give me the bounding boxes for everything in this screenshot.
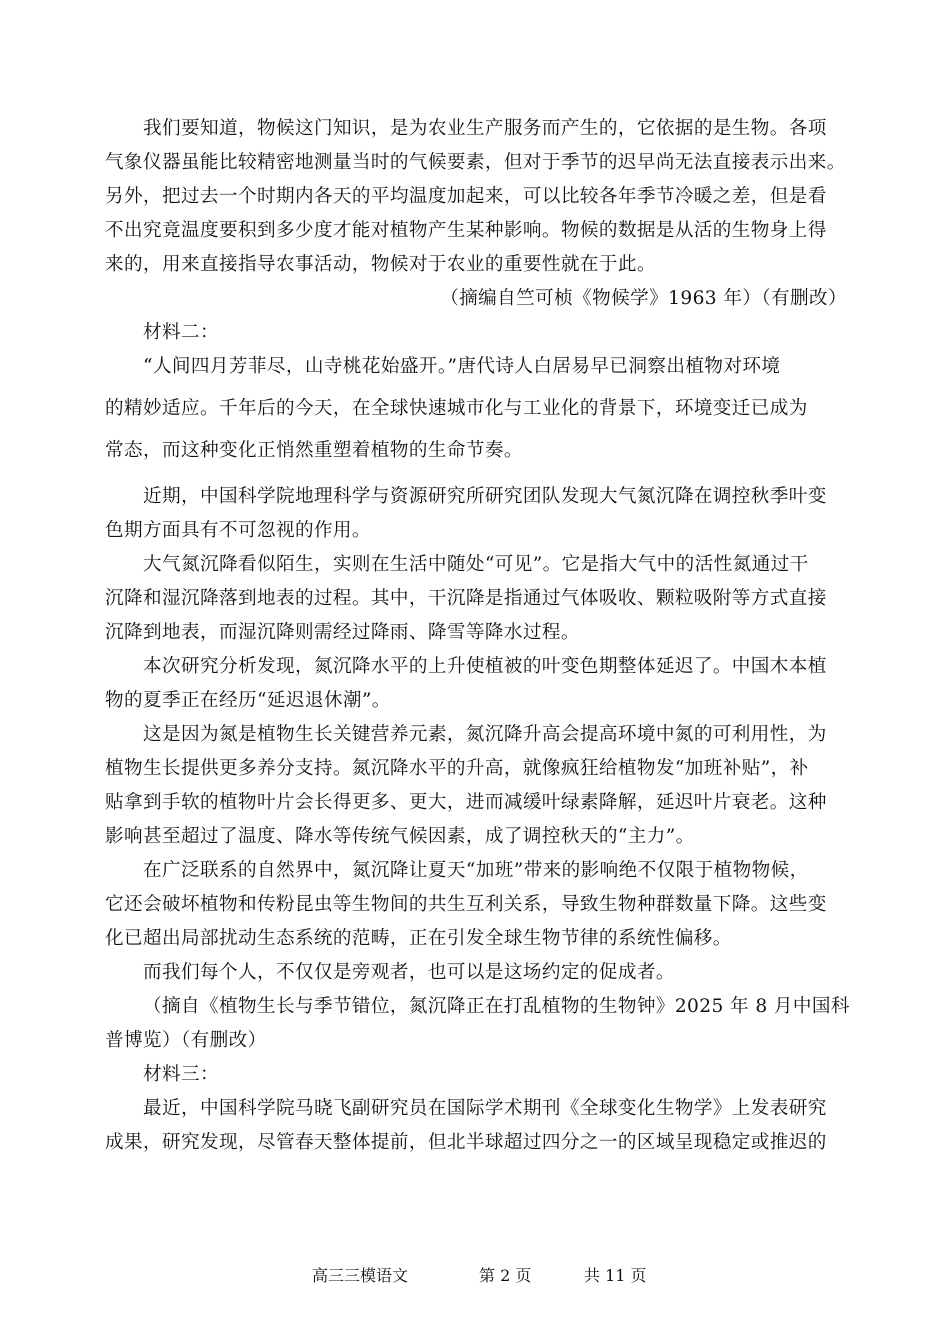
paragraph-line: 贴拿到手软的植物叶片会长得更多、更大，进而减缓叶绿素降解，延迟叶片衰老。这种 [105, 792, 827, 813]
paragraph-line: 不出究竟温度要积到多少度才能对植物产生某种影响。物候的数据是从活的生物身上得 [105, 220, 827, 241]
paragraph-line: 来的，用来直接指导农事活动，物候对于农业的重要性就在于此。 [105, 254, 656, 275]
footer-subject: 高三三模语文 [312, 1266, 409, 1285]
paragraph-line: 沉降和湿沉降落到地表的过程。其中，干沉降是指通过气体吸收、颗粒吸附等方式直接 [105, 588, 827, 609]
paragraph-line: 色期方面具有不可忽视的作用。 [105, 520, 371, 541]
source-citation: 普博览）（有删改） [105, 1030, 267, 1051]
paragraph-line: 常态，而这种变化正悄然重塑着植物的生命节奏。 [105, 440, 523, 461]
paragraph-line: 最近，中国科学院马晓飞副研究员在国际学术期刊《全球变化生物学》上发表研究 [143, 1098, 827, 1119]
paragraph-line: 化已超出局部扰动生态系统的范畴，正在引发全球生物节律的系统性偏移。 [105, 928, 732, 949]
source-citation: （摘自《植物生长与季节错位，氮沉降正在打乱植物的生物钟》2025 年 8 月中国科 [143, 996, 850, 1017]
document-body [105, 112, 850, 1160]
paragraph-line: 近期，中国科学院地理科学与资源研究所研究团队发现大气氮沉降在调控秋季叶变 [143, 486, 827, 507]
footer-total-pages: 共 11 页 [584, 1266, 647, 1285]
paragraph-line: 它还会破坏植物和传粉昆虫等生物间的共生互利关系，导致生物种群数量下降。这些变 [105, 894, 827, 915]
paragraph-line: 沉降到地表，而湿沉降则需经过降雨、降雪等降水过程。 [105, 622, 580, 643]
paragraph-line: 影响甚至超过了温度、降水等传统气候因素，成了调控秋天的“主力”。 [105, 826, 695, 847]
paragraph-line: 的精妙适应。千年后的今天，在全球快速城市化与工业化的背景下，环境变迁已成为 [105, 398, 808, 419]
paragraph-line: 而我们每个人，不仅仅是旁观者，也可以是这场约定的促成者。 [143, 962, 675, 983]
section-heading: 材料三： [143, 1064, 219, 1085]
paragraph-line: 大气氮沉降看似陌生，实则在生活中随处“可见”。它是指大气中的活性氮通过干 [143, 554, 809, 575]
footer-page-number: 第 2 页 [479, 1266, 532, 1285]
page-footer [0, 1263, 950, 1287]
source-citation: （摘编自竺可桢《物候学》1963 年）（有删改） [440, 288, 847, 309]
paragraph-line: 植物生长提供更多养分支持。氮沉降水平的升高，就像疯狂给植物发“加班补贴”，补 [105, 758, 809, 779]
paragraph-line: 在广泛联系的自然界中，氮沉降让夏天“加班”带来的影响绝不仅限于植物物候， [143, 860, 809, 881]
paragraph-line: “人间四月芳菲尽，山寺桃花始盛开。”唐代诗人白居易早已洞察出植物对环境 [143, 356, 781, 377]
paragraph-line: 这是因为氮是植物生长关键营养元素，氮沉降升高会提高环境中氮的可利用性，为 [143, 724, 827, 745]
paragraph-line: 气象仪器虽能比较精密地测量当时的气候要素，但对于季节的迟早尚无法直接表示出来。 [105, 152, 846, 173]
paragraph-line: 另外，把过去一个时期内各天的平均温度加起来，可以比较各年季节冷暖之差，但是看 [105, 186, 827, 207]
paragraph-line: 本次研究分析发现，氮沉降水平的上升使植被的叶变色期整体延迟了。中国木本植 [143, 656, 827, 677]
section-heading: 材料二： [143, 322, 219, 343]
paragraph-line: 成果，研究发现，尽管春天整体提前，但北半球超过四分之一的区域呈现稳定或推迟的 [105, 1132, 827, 1153]
paragraph-line: 我们要知道，物候这门知识，是为农业生产服务而产生的，它依据的是生物。各项 [143, 118, 827, 139]
paragraph-line: 物的夏季正在经历“延迟退休潮”。 [105, 690, 391, 711]
